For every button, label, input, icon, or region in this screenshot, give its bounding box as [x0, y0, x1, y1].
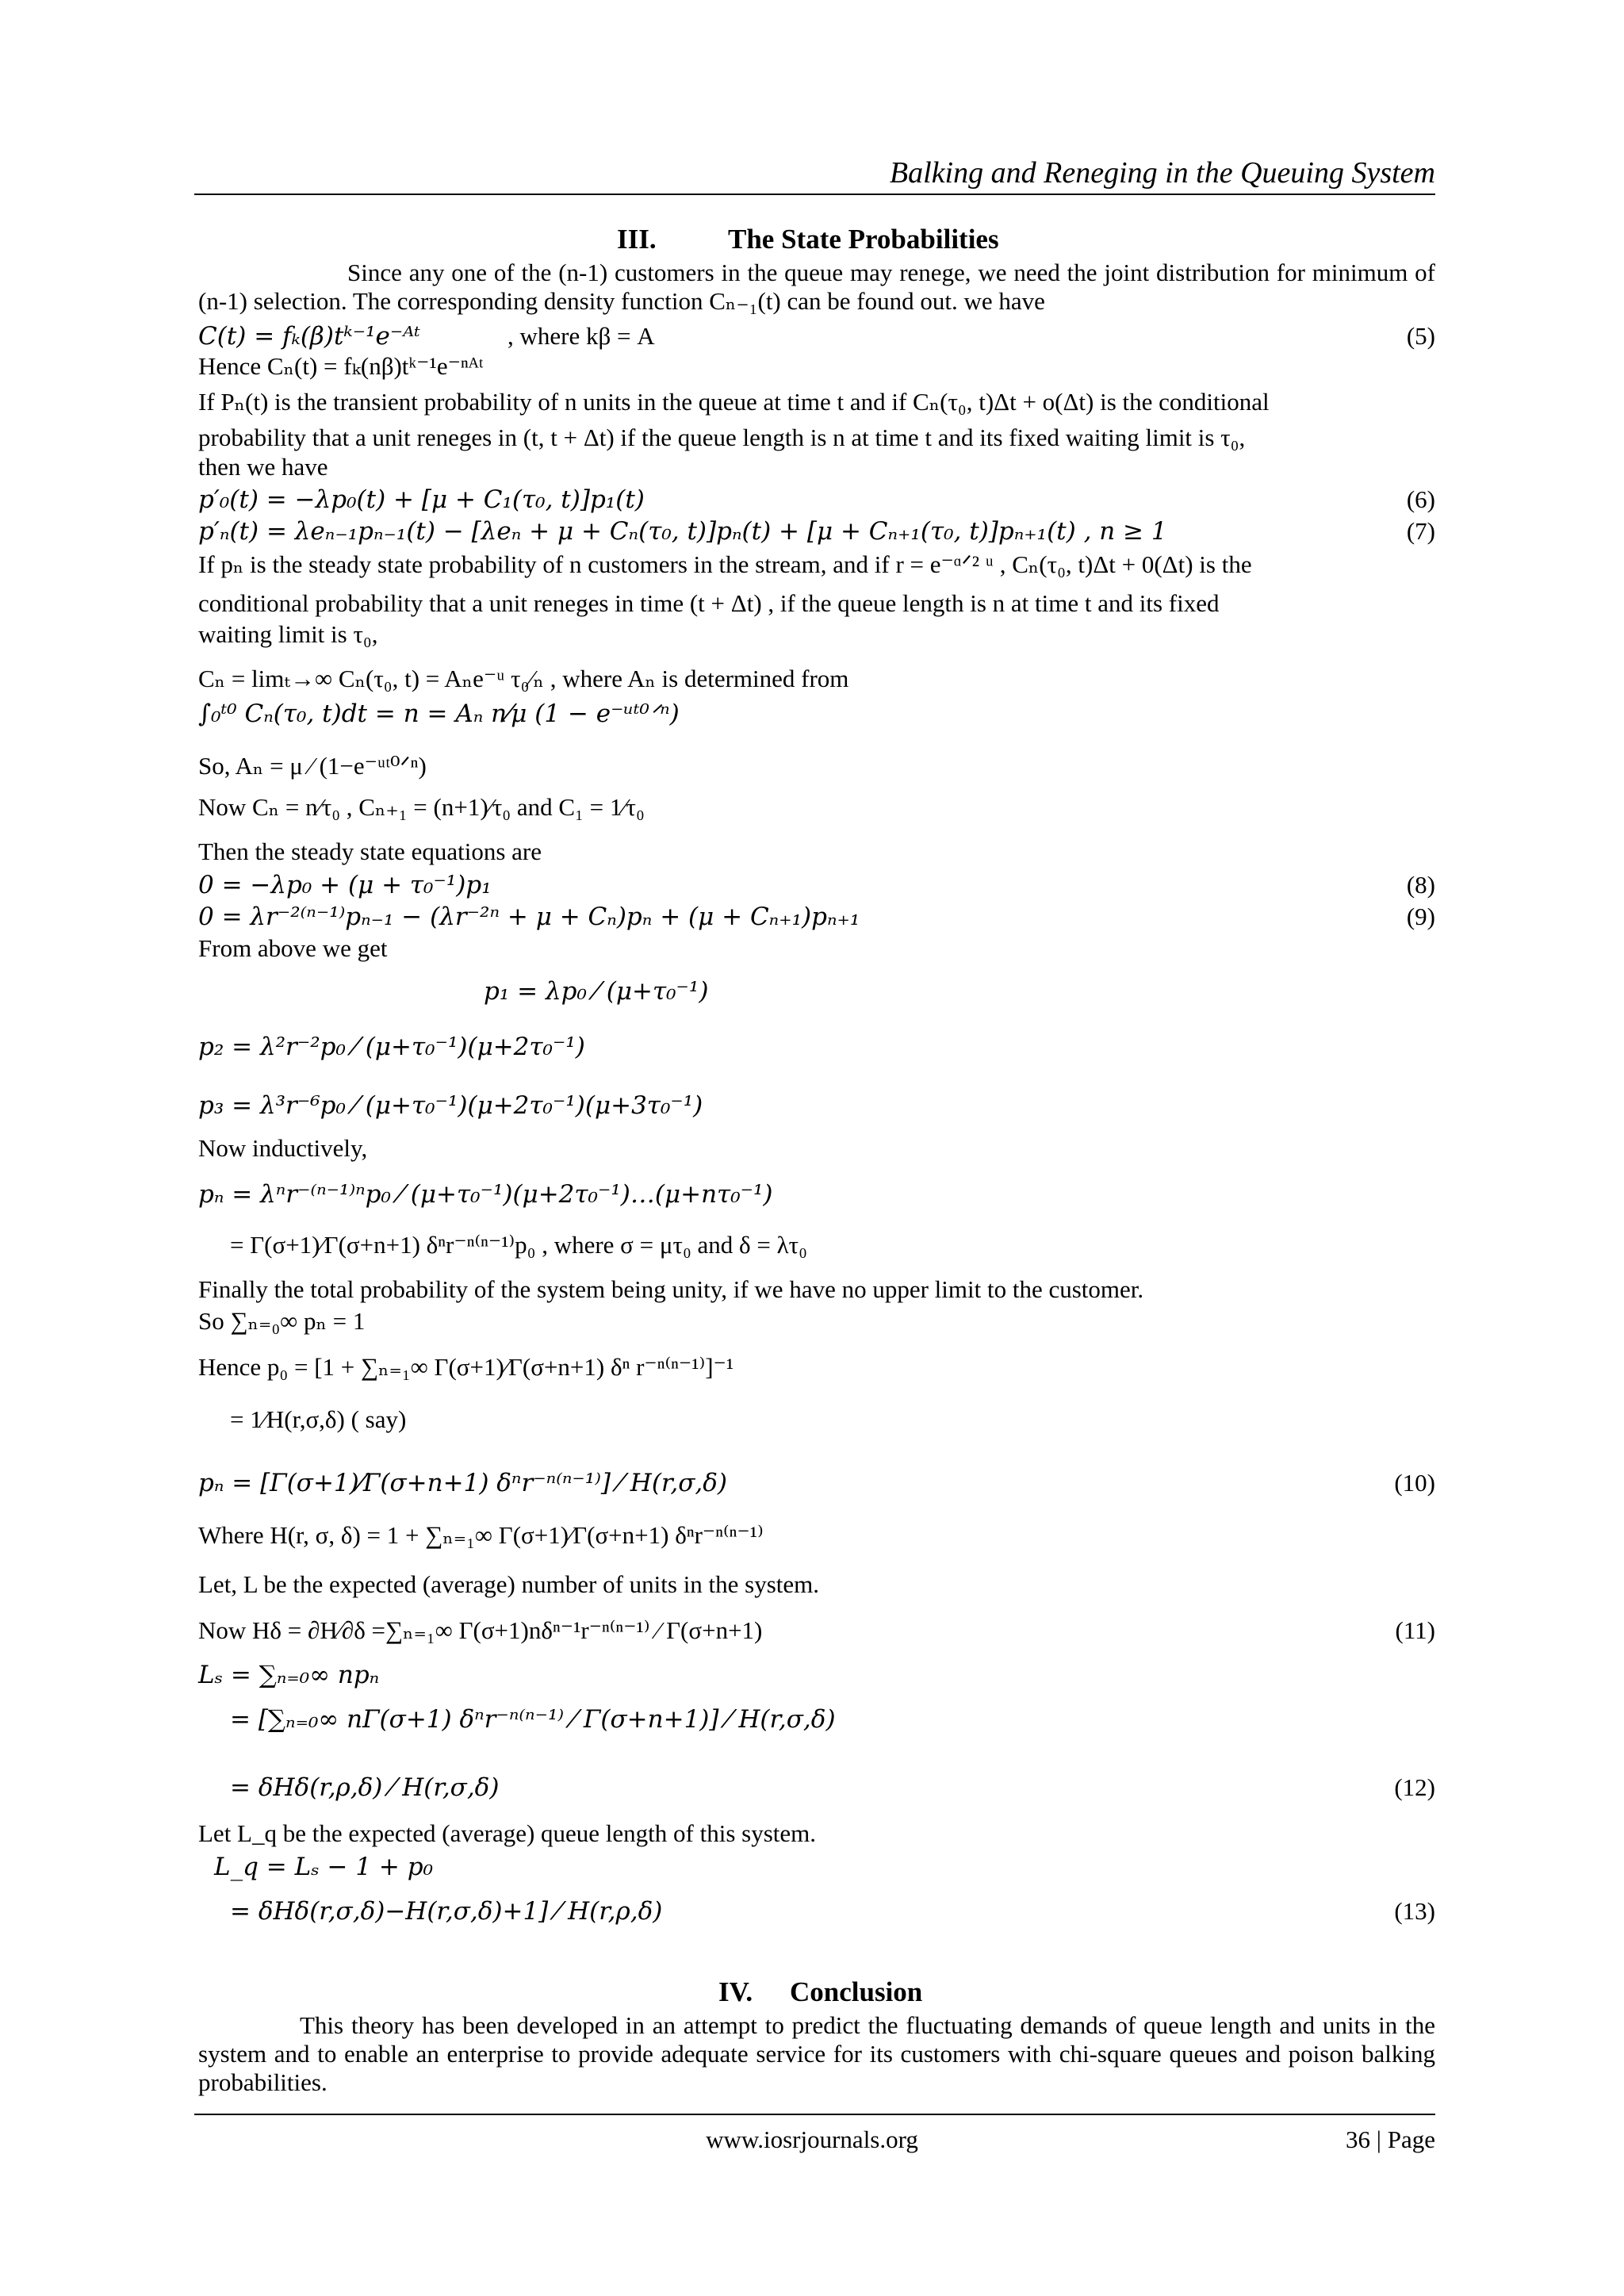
- eq-number-6: (6): [1406, 485, 1435, 513]
- eq-p0-prime: p′₀(t) = −λp₀(t) + [μ + C₁(τ₀, t)]p₁(t): [198, 485, 645, 514]
- eq-c-of-t-where: , where kβ = A: [508, 322, 655, 350]
- eq-lq: L_q = Lₛ − 1 + p₀: [214, 1853, 434, 1881]
- eq-hence-cn: Hence Cₙ(t) = fₖ(nβ)tᵏ⁻¹e⁻ⁿᴬᵗ: [198, 352, 484, 380]
- eq-p3: p₃ = λ³r⁻⁶p₀ ⁄ (μ+τ₀⁻¹)(μ+2τ₀⁻¹)(μ+3τ₀⁻¹): [198, 1091, 703, 1120]
- text-let-l: Let, L be the expected (average) number of units in the system.: [198, 1570, 820, 1598]
- text-let-lq: Let L_q be the expected (average) queue length of this system.: [198, 1819, 817, 1847]
- text-transient-1: If Pₙ(t) is the transient probability of n units in the queue at time t and if Cₙ(τ₀, t)Δt + o(Δt) is the conditional: [198, 388, 1270, 416]
- eq-cn-limit: Cₙ = limₜ→∞ Cₙ(τ₀, t) = Aₙe⁻ᵘ τ₀⁄ₙ , where Aₙ is determined from: [198, 665, 849, 692]
- eq-now-h-delta: Now Hδ = ∂H⁄∂δ =∑ₙ₌₁∞ Γ(σ+1)nδⁿ⁻¹r⁻ⁿ⁽ⁿ⁻¹⁾ ⁄ Γ(σ+n+1): [198, 1616, 763, 1644]
- section-3-title: The State Probabilities: [728, 224, 999, 255]
- eq-so-an: So, Aₙ = μ ⁄ (1−e⁻ᵘᵗ⁰ᐟⁿ): [198, 752, 427, 780]
- text-total-probability: Finally the total probability of the system being unity, if we have no upper limit to the customer.: [198, 1275, 1144, 1303]
- eq-number-12: (12): [1394, 1773, 1435, 1801]
- text-steady-2: conditional probability that a unit reneges in time (t + Δt) , if the queue length is n at time t and its fixed: [198, 589, 1220, 617]
- text-transient-2: probability that a unit reneges in (t, t + Δt) if the queue length is n at time t and its fixed waiting limit is τ₀,: [198, 424, 1246, 451]
- text-steady-equations: Then the steady state equations are: [198, 838, 542, 865]
- eq-p0-say: = 1⁄H(r,σ,δ) ( say): [230, 1405, 407, 1433]
- eq-8: 0 = −λp₀ + (μ + τ₀⁻¹)p₁: [198, 871, 492, 899]
- text-steady-3: waiting limit is τ₀,: [198, 620, 378, 648]
- eq-p1: p₁ = λp₀ ⁄ (μ+τ₀⁻¹): [484, 977, 709, 1006]
- eq-number-5: (5): [1406, 322, 1435, 350]
- page-number: 36 | Page: [1346, 2125, 1435, 2153]
- header-rule: [194, 194, 1435, 195]
- eq-pn-gamma: = Γ(σ+1)⁄Γ(σ+n+1) δⁿr⁻ⁿ⁽ⁿ⁻¹⁾p₀ , where σ = μτ₀ and δ = λτ₀: [230, 1231, 807, 1259]
- text-then-we-have: then we have: [198, 453, 328, 481]
- section-3-intro: Since any one of the (n-1) customers in the queue may renege, we need the joint distribution for minimum of (n-1) selection. The corresponding density function Cₙ₋₁(t) can be found out. we have: [198, 259, 1435, 315]
- eq-number-11: (11): [1395, 1616, 1435, 1644]
- eq-integral: ∫₀ᵗ⁰ Cₙ(τ₀, t)dt = n = Aₙ n⁄μ (1 − e⁻ᵘᵗ⁰ᐟⁿ): [198, 700, 680, 728]
- footer-url: www.iosrjournals.org: [706, 2125, 918, 2153]
- eq-pn-product: pₙ = λⁿr⁻⁽ⁿ⁻¹⁾ⁿp₀ ⁄ (μ+τ₀⁻¹)(μ+2τ₀⁻¹)…(μ+nτ₀⁻¹): [198, 1180, 773, 1209]
- eq-pn-h: pₙ = [Γ(σ+1)⁄Γ(σ+n+1) δⁿr⁻ⁿ⁽ⁿ⁻¹⁾] ⁄ H(r,σ,δ): [198, 1469, 727, 1497]
- eq-9: 0 = λr⁻²⁽ⁿ⁻¹⁾pₙ₋₁ − (λr⁻²ⁿ + μ + Cₙ)pₙ + (μ + Cₙ₊₁)pₙ₊₁: [198, 903, 860, 931]
- conclusion-paragraph: This theory has been developed in an attempt to predict the fluctuating demands of queue length and units in the system and to enable an enterprise to provide adequate service for its customers with chi-square queues and poison balking probabilities.: [198, 2011, 1435, 2096]
- eq-number-10: (10): [1394, 1469, 1435, 1497]
- eq-lq-expanded: = δHδ(r,σ,δ)−H(r,σ,δ)+1] ⁄ H(r,ρ,δ): [230, 1897, 663, 1926]
- eq-hence-p0: Hence p₀ = [1 + ∑ₙ₌₁∞ Γ(σ+1)⁄Γ(σ+n+1) δⁿ r⁻ⁿ⁽ⁿ⁻¹⁾]⁻¹: [198, 1353, 734, 1381]
- section-4-number: IV.: [718, 1976, 753, 2007]
- eq-ls: Lₛ = ∑ₙ₌₀∞ npₙ: [198, 1661, 380, 1689]
- eq-ls-sum: = [∑ₙ₌₀∞ nΓ(σ+1) δⁿr⁻ⁿ⁽ⁿ⁻¹⁾ ⁄ Γ(σ+n+1)] ⁄ H(r,σ,δ): [230, 1705, 836, 1734]
- text-steady-1: If pₙ is the steady state probability of n customers in the stream, and if r = e⁻ᵅᐟ² ᵘ , Cₙ(τ₀, t)Δt + 0(Δt) is the: [198, 550, 1252, 578]
- running-title: Balking and Reneging in the Queuing System: [889, 156, 1435, 190]
- text-inductively: Now inductively,: [198, 1134, 368, 1162]
- eq-number-9: (9): [1406, 903, 1435, 930]
- eq-pn-prime: p′ₙ(t) = λeₙ₋₁pₙ₋₁(t) − [λeₙ + μ + Cₙ(τ₀, t)]pₙ(t) + [μ + Cₙ₊₁(τ₀, t)]pₙ₊₁(t) , n ≥ 1: [198, 517, 1167, 546]
- eq-where-h: Where H(r, σ, δ) = 1 + ∑ₙ₌₁∞ Γ(σ+1)⁄Γ(σ+n+1) δⁿr⁻ⁿ⁽ⁿ⁻¹⁾: [198, 1521, 764, 1549]
- section-4-title: Conclusion: [790, 1976, 923, 2007]
- section-3-number: III.: [617, 224, 657, 255]
- eq-p2: p₂ = λ²r⁻²p₀ ⁄ (μ+τ₀⁻¹)(μ+2τ₀⁻¹): [198, 1033, 585, 1061]
- eq-ls-hdelta: = δHδ(r,ρ,δ) ⁄ H(r,σ,δ): [230, 1773, 500, 1802]
- eq-number-7: (7): [1406, 517, 1435, 545]
- footer-rule: [194, 2114, 1435, 2115]
- eq-now-cn: Now Cₙ = n⁄τ₀ , Cₙ₊₁ = (n+1)⁄τ₀ and C₁ = 1⁄τ₀: [198, 793, 645, 821]
- eq-number-8: (8): [1406, 871, 1435, 899]
- eq-sum-pn: So ∑ₙ₌₀∞ pₙ = 1: [198, 1307, 366, 1335]
- text-from-above: From above we get: [198, 934, 388, 962]
- eq-number-13: (13): [1394, 1897, 1435, 1925]
- eq-c-of-t: C(t) = fₖ(β)tᵏ⁻¹e⁻ᴬᵗ: [198, 322, 420, 351]
